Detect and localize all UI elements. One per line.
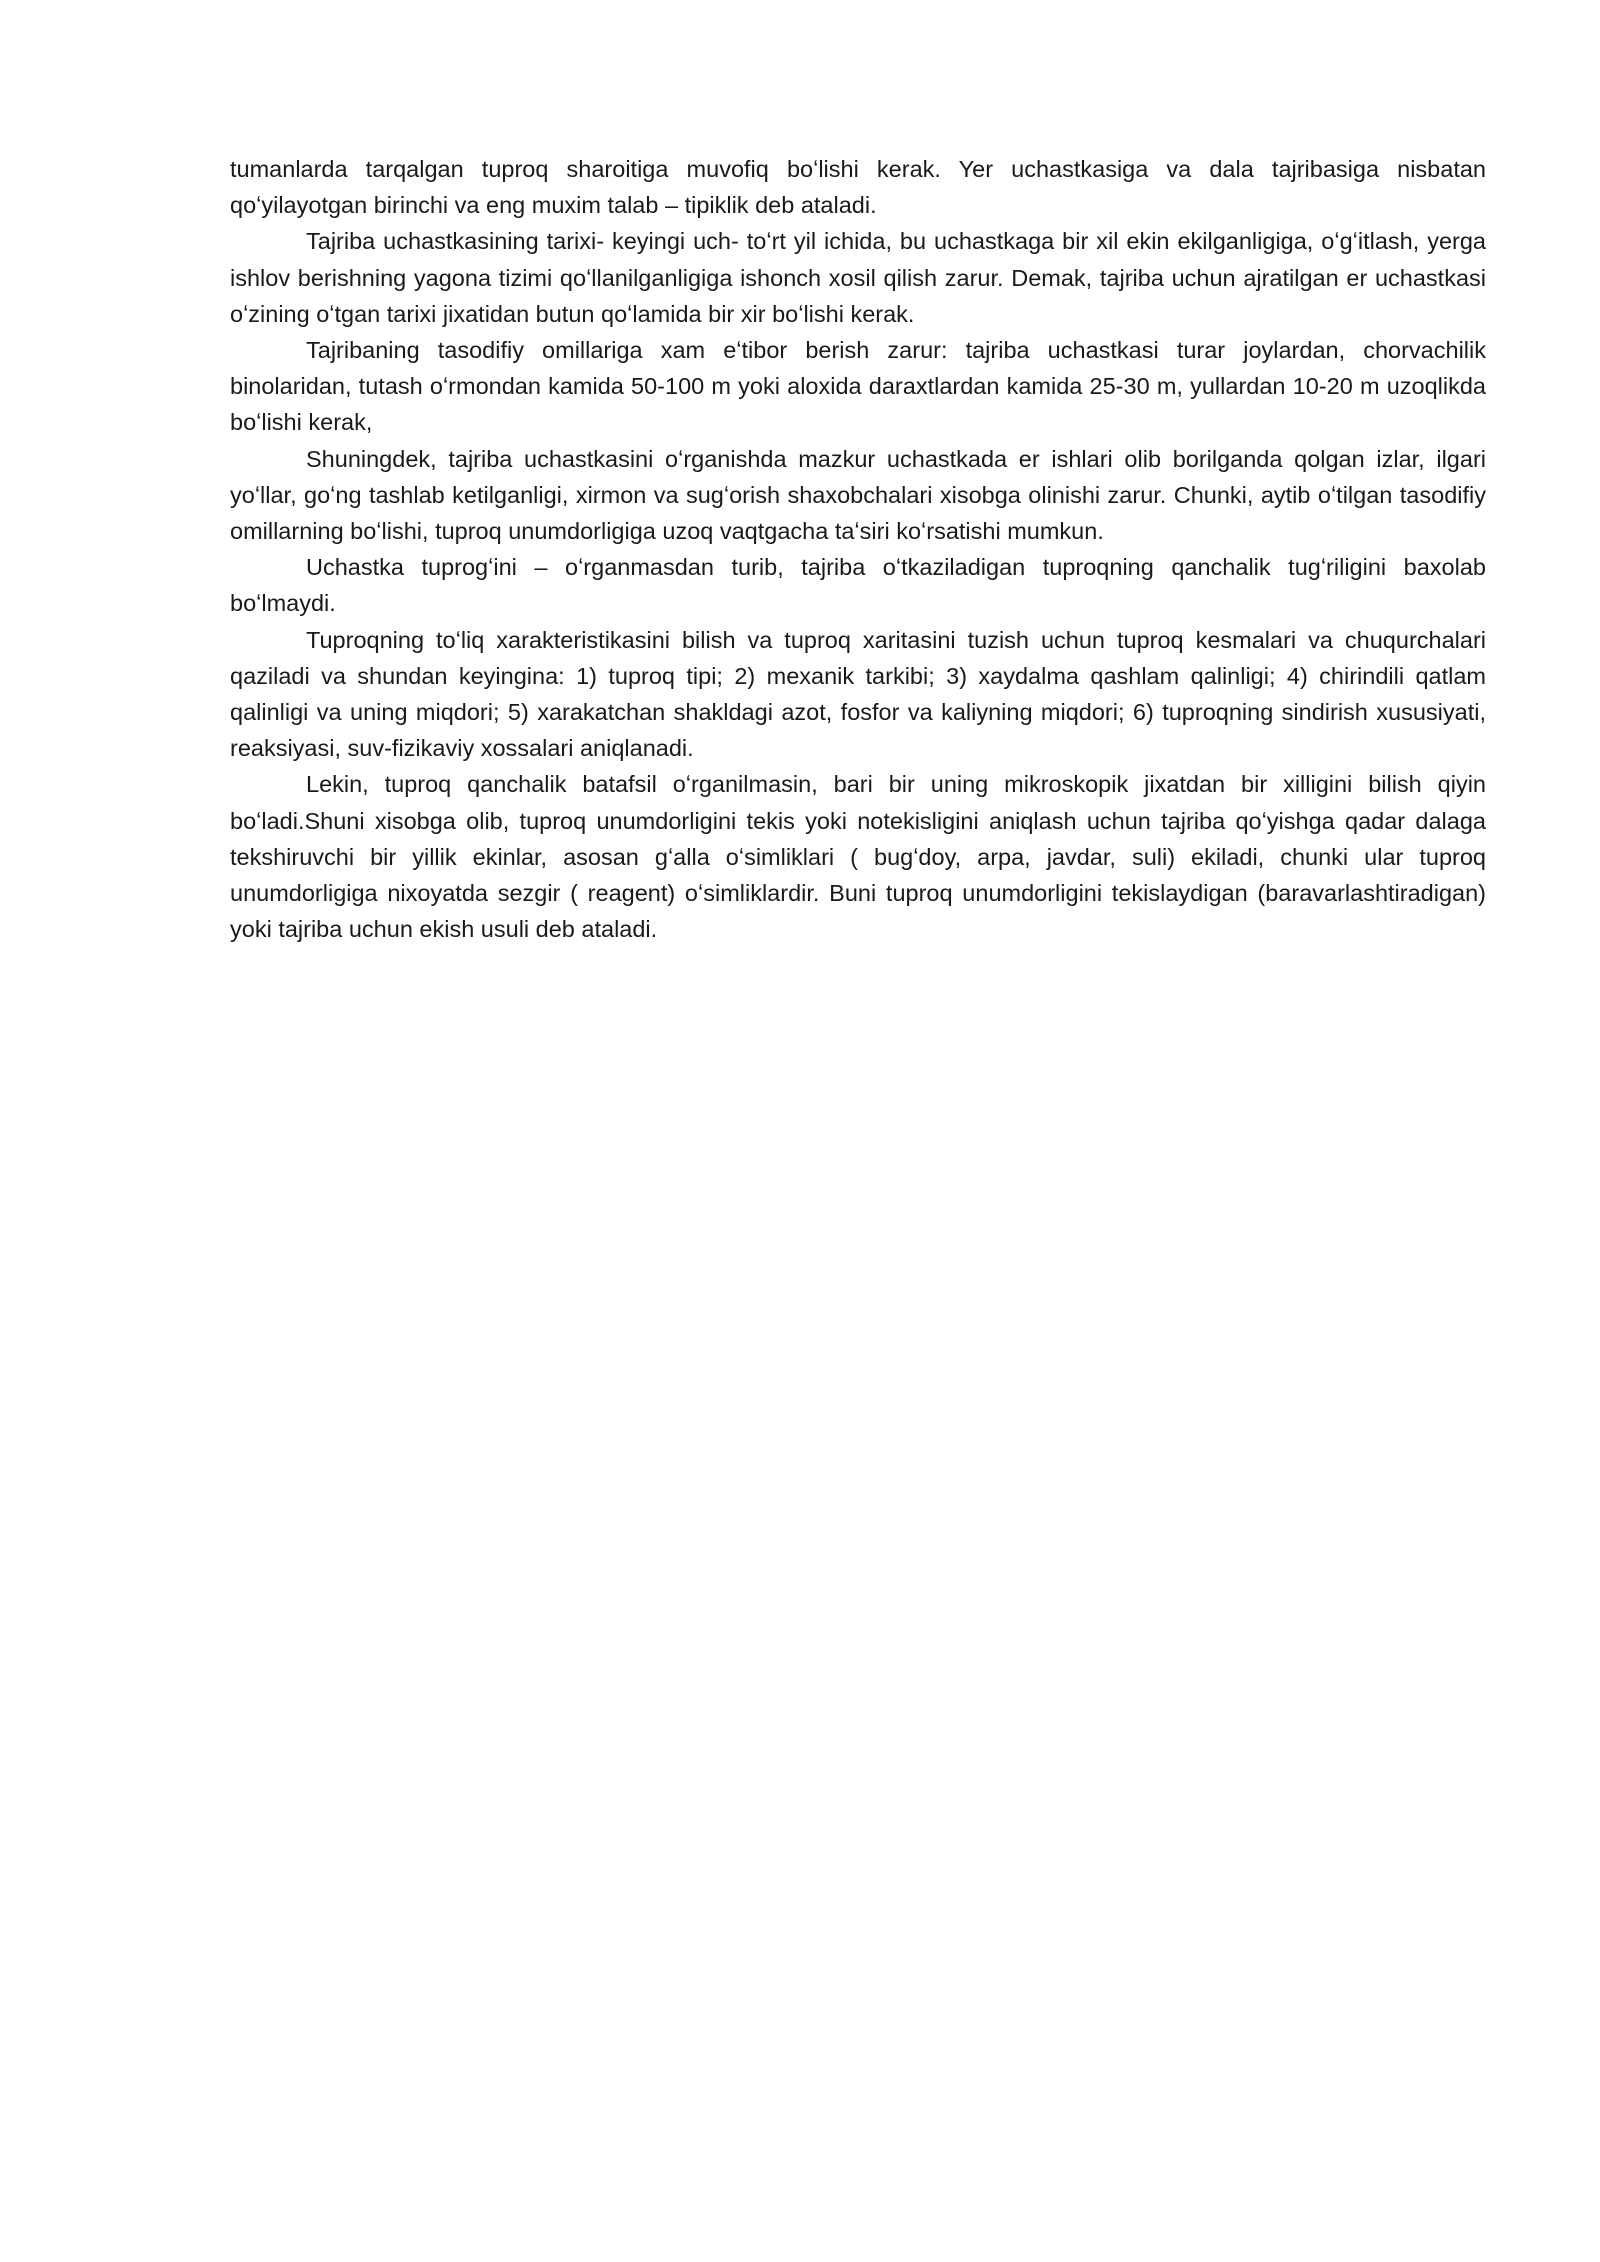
paragraph-soil-characteristics: Tuproqning toʻliq xarakteristikasini bilish va tuproq xaritasini tuzish uchun tuproq kesmalari va chuqurchalari qaziladi va shundan keyingina: 1) tuproq tipi; 2) mexanik tarkibi; 3) xaydalma qashlam qalinligi; 4) chirindili qatlam qalinligi va uning miqdori; 5) xarakatchan shakldagi azot, fosfor va kaliyning miqdori; 6) tuproqning sindirish xususiyati, reaksiyasi, suv-fizikaviy xossalari aniqlanadi. — [230, 626, 1486, 762]
paragraph-soil-study: Uchastka tuprogʻini – oʻrganmasdan turib, tajriba oʻtkaziladigan tuproqning qanchalik tugʻriligini baxolab boʻlmaydi. — [230, 554, 1486, 617]
paragraph-plot-study: Shuningdek, tajriba uchastkasini oʻrganishda mazkur uchastkada er ishlari olib borilganda qolgan izlar, ilgari yoʻllar, goʻng tashlab ketilganligi, xirmon va sugʻorish shaxobchalari xisobga olinishi zarur. Chunki, aytib oʻtilgan tasodifiy omillarning boʻlishi, tuproq unumdorligiga uzoq vaqtgacha taʻsiri koʻrsatishi mumkun. — [230, 445, 1486, 545]
paragraph-plot-history: Tajriba uchastkasining tarixi- keyingi uch- toʻrt yil ichida, bu uchastkaga bir xil ekin ekilganligiga, oʻgʻitlash, yerga ishlov berishning yagona tizimi qoʻllanilganligiga ishonch xosil qilish zarur. Demak, tajriba uchun ajratilgan er uchastkasi oʻzining oʻtgan tarixi jixatidan butun qoʻlamida bir xir boʻlishi kerak. — [230, 228, 1486, 327]
paragraph-continuation: tumanlarda tarqalgan tuproq sharoitiga muvofiq boʻlishi kerak. Yer uchastkasiga va dala tajribasiga nisbatan qoʻyilayotgan birinchi va eng muxim talab – tipiklik deb ataladi. — [230, 156, 1486, 219]
document-body — [230, 151, 1486, 947]
paragraph-leveling-method: Lekin, tuproq qanchalik batafsil oʻrganilmasin, bari bir uning mikroskopik jixatdan bir xilligini bilish qiyin boʻladi.Shuni xisobga olib, tuproq unumdorligini tekis yoki notekisligini aniqlash uchun tajriba qoʻyishga qadar dalaga tekshiruvchi bir yillik ekinlar, asosan gʻalla oʻsimliklari ( bugʻdoy, arpa, javdar, suli) ekiladi, chunki ular tuproq unumdorligiga nixoyatda sezgir ( reagent) oʻsimliklardir. Buni tuproq unumdorligini tekislaydigan (baravarlashtiradigan) yoki tajriba uchun ekish usuli deb ataladi. — [230, 771, 1486, 943]
paragraph-random-factors: Tajribaning tasodifiy omillariga xam eʻtibor berish zarur: tajriba uchastkasi turar joylardan, chorvachilik binolaridan, tutash oʻrmondan kamida 50-100 m yoki aloxida daraxtlardan kamida 25-30 m, yullardan 10-20 m uzoqlikda boʻlishi kerak, — [230, 337, 1486, 436]
